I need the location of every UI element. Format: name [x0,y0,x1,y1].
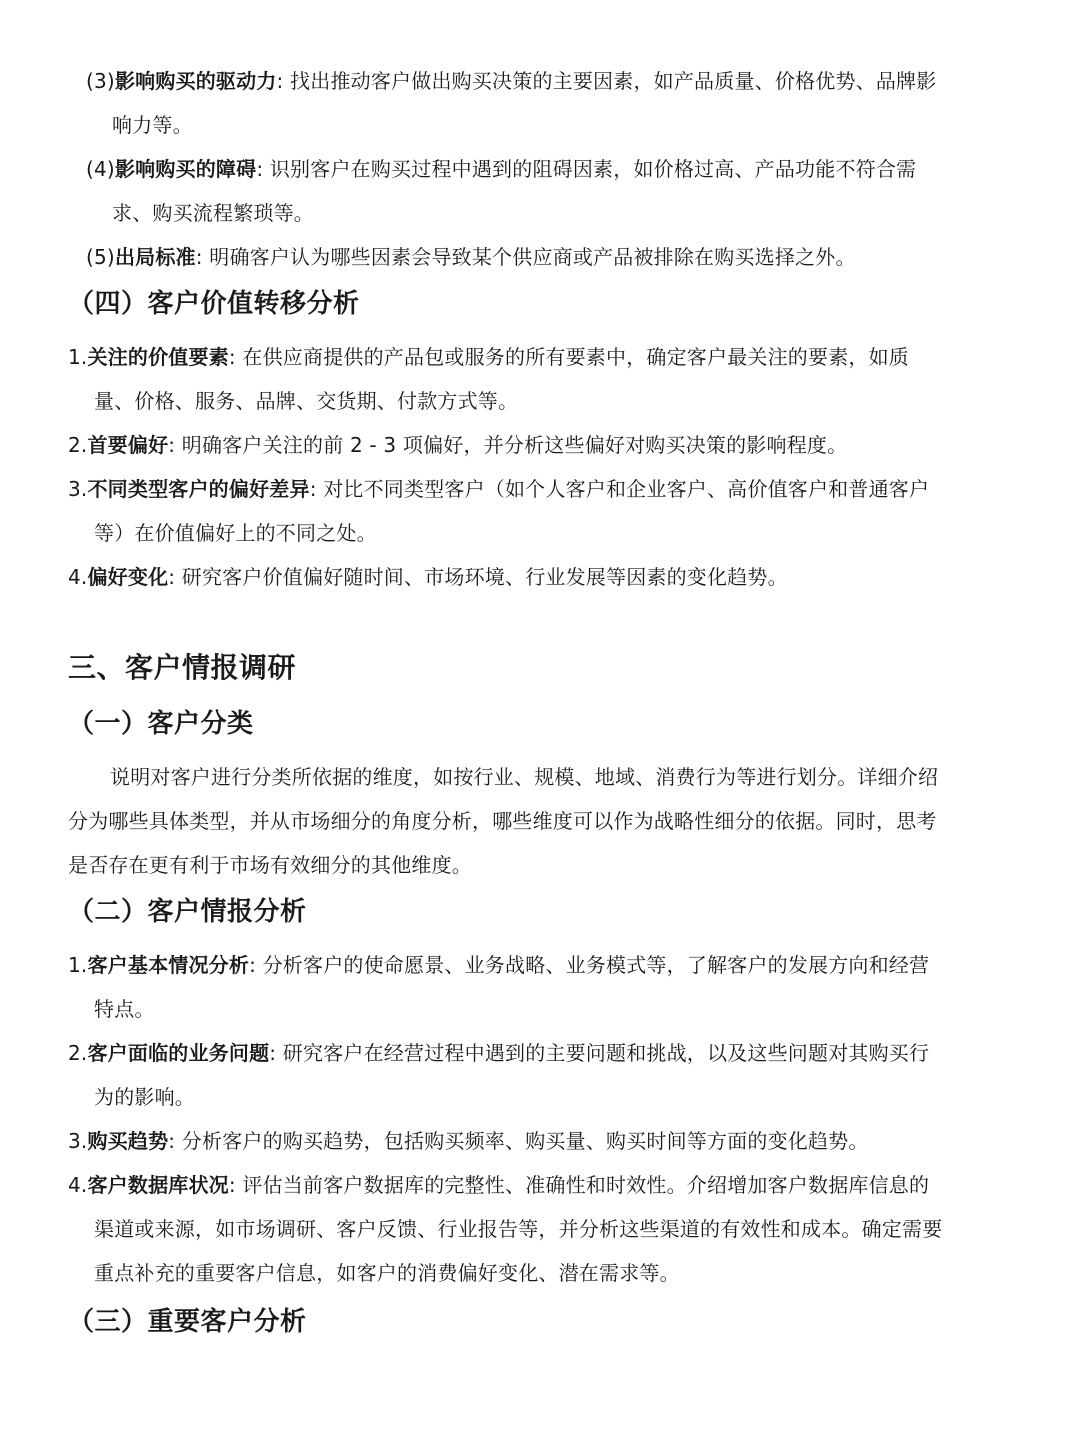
section-heading-customer-classification: （一）客户分类 [68,709,254,739]
item-text: 量、价格、服务、品牌、交货期、付款方式等。 [94,389,519,413]
item-term: 购买趋势 [87,1129,169,1153]
item-term: 影响购买的驱动力 [114,69,277,93]
item-term: 首要偏好 [87,433,169,457]
item-text: 在供应商提供的产品包或服务的所有要素中，确定客户最关注的要素，如质 [242,345,909,369]
item-colon: : [195,245,210,269]
list-item [68,1126,869,1156]
item-term: 客户数据库状况 [87,1173,229,1197]
driver-item [86,66,936,96]
item-number: 2. [68,1041,88,1065]
section-heading-customer-intel-analysis: （二）客户情报分析 [68,897,307,927]
list-item [68,950,929,980]
item-text: 渠道或来源，如市场调研、客户反馈、行业报告等，并分析这些渠道的有效性和成本。确定需要 [94,1217,943,1241]
item-number: 3. [68,1129,88,1153]
item-term: 关注的价值要素 [87,345,229,369]
list-item-continued [94,1258,680,1288]
list-item [68,474,929,504]
list-item-continued [94,1082,195,1112]
item-text: 分析客户的使命愿景、业务战略、业务模式等，了解客户的发展方向和经营 [262,953,930,977]
list-item [68,342,909,372]
barrier-item [86,154,916,184]
item-number: 1. [68,953,88,977]
item-term: 出局标准 [114,245,196,269]
item-term: 偏好变化 [87,565,169,589]
item-text: 明确客户认为哪些因素会导致某个供应商或产品被排除在购买选择之外。 [209,245,856,269]
list-item-continued [94,518,377,548]
item-text: 求、购买流程繁琐等。 [112,201,314,225]
list-item [68,430,847,460]
item-number: 3. [68,477,88,501]
item-colon: : [228,345,243,369]
item-text: 找出推动客户做出购买决策的主要因素，如产品质量、价格优势、品牌影 [290,69,937,93]
chapter-heading-customer-intel: 三、客户情报调研 [68,651,297,684]
item-term: 不同类型客户的偏好差异 [87,477,310,501]
item-text: 响力等。 [112,113,193,137]
exit-criteria-item [86,242,856,272]
list-item-continued [94,386,518,416]
section-heading-value-transfer: （四）客户价值转移分析 [68,289,360,319]
paragraph-line: 说明对客户进行分类所依据的维度，如按行业、规模、地域、消费行为等进行划分。详细介绍 [110,765,939,789]
item-text: 为的影响。 [94,1085,195,1109]
item-colon: : [256,157,270,181]
item-text: 对比不同类型客户（如个人客户和企业客户、高价值客户和普通客户 [323,477,930,501]
item-number: 2. [68,433,88,457]
item-number: (5) [86,245,115,269]
list-item-continued [94,994,155,1024]
item-text: 识别客户在购买过程中遇到的阻碍因素，如价格过高、产品功能不符合需 [269,157,917,181]
item-number: 4. [68,565,88,589]
item-number: (4) [86,157,115,181]
item-colon: : [168,1129,182,1153]
item-colon: : [309,477,324,501]
list-item [68,562,788,592]
item-colon: : [276,69,291,93]
barrier-item-continued [112,198,314,228]
item-text: 分析客户的购买趋势，包括购买频率、购买量、购买时间等方面的变化趋势。 [181,1129,869,1153]
driver-item-continued [112,110,193,140]
item-colon: : [168,565,182,589]
item-colon: : [228,1173,243,1197]
item-text: 等）在价值偏好上的不同之处。 [94,521,377,545]
item-text: 重点补充的重要客户信息，如客户的消费偏好变化、潜在需求等。 [94,1261,680,1285]
item-text: 研究客户在经营过程中遇到的主要问题和挑战，以及这些问题对其购买行 [282,1041,930,1065]
item-colon: : [269,1041,283,1065]
section-heading-key-customer-analysis: （三）重要客户分析 [68,1307,307,1337]
item-number: 1. [68,345,88,369]
item-colon: : [249,953,263,977]
item-text: 评估当前客户数据库的完整性、准确性和时效性。介绍增加客户数据库信息的 [242,1173,930,1197]
paragraph-line: 是否存在更有利于市场有效细分的其他维度。 [68,853,472,877]
item-text: 明确客户关注的前 2 - 3 项偏好，并分析这些偏好对购买决策的影响程度。 [181,433,848,457]
item-colon: : [168,433,182,457]
item-term: 影响购买的障碍 [114,157,257,181]
item-term: 客户面临的业务问题 [87,1041,270,1065]
list-item [68,1038,929,1068]
list-item [68,1170,929,1200]
list-item-continued [94,1214,942,1244]
item-text: 研究客户价值偏好随时间、市场环境、行业发展等因素的变化趋势。 [181,565,788,589]
paragraph-line: 分为哪些具体类型，并从市场细分的角度分析，哪些维度可以作为战略性细分的依据。同时，思考 [68,809,937,833]
item-term: 客户基本情况分析 [87,953,250,977]
item-number: 4. [68,1173,88,1197]
item-text: 特点。 [94,997,155,1021]
item-number: (3) [86,69,115,93]
